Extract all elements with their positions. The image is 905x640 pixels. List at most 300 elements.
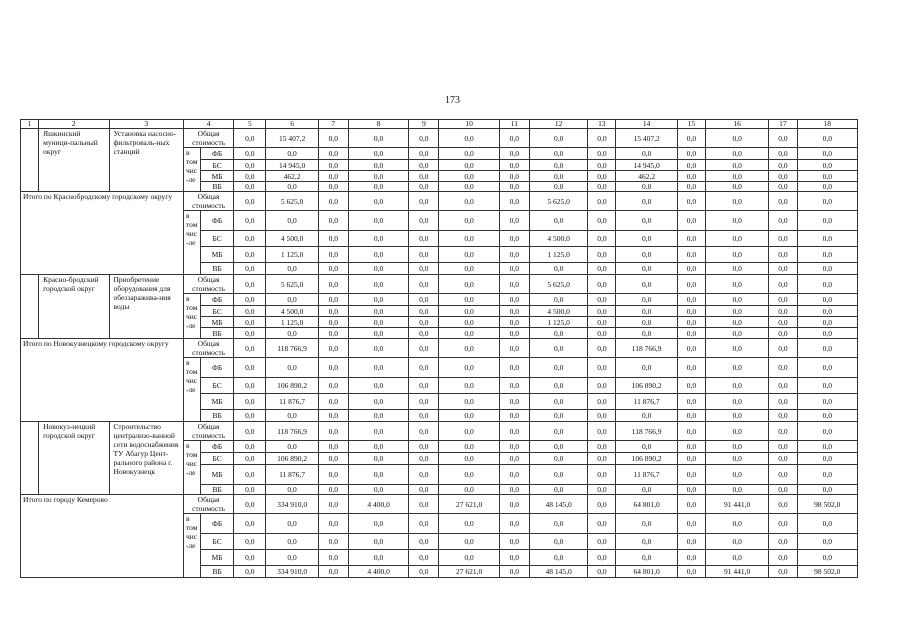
funding-value-cell: 0,0: [439, 485, 499, 495]
funding-value-cell: 0,0: [266, 410, 318, 422]
total-value-cell: 0,0: [588, 422, 616, 441]
funding-value-cell: 48 145,0: [529, 566, 587, 578]
funding-value-cell: 0,0: [318, 394, 348, 410]
funding-value-cell: 0,0: [234, 550, 266, 566]
total-value-cell: 0,0: [499, 339, 529, 358]
funding-value-cell: 0,0: [677, 453, 705, 465]
funding-value-cell: 0,0: [439, 306, 499, 317]
total-cost-label: Общая стоимость: [183, 339, 233, 358]
funding-value-cell: 0,0: [234, 171, 266, 182]
funding-value-cell: 0,0: [705, 410, 768, 422]
funding-value-cell: 0,0: [348, 328, 408, 339]
funding-value-cell: 0,0: [409, 263, 439, 275]
funding-value-cell: 0,0: [318, 534, 348, 550]
header-cell: 7: [318, 120, 348, 129]
row-empty-cell: [21, 275, 39, 339]
total-value-cell: 0,0: [234, 495, 266, 514]
funding-value-cell: 14 945,0: [616, 160, 677, 171]
header-cell: 9: [409, 120, 439, 129]
funding-value-cell: 0,0: [677, 317, 705, 328]
funding-value-cell: 0,0: [439, 514, 499, 534]
funding-value-cell: 0,0: [439, 453, 499, 465]
funding-value-cell: 0,0: [705, 394, 768, 410]
funding-source-label: ВБ: [201, 263, 234, 275]
funding-value-cell: 0,0: [499, 465, 529, 485]
funding-value-cell: 0,0: [797, 465, 858, 485]
funding-value-cell: 0,0: [705, 465, 768, 485]
funding-value-cell: 0,0: [769, 247, 797, 263]
funding-value-cell: 0,0: [409, 378, 439, 394]
funding-value-cell: 0,0: [588, 550, 616, 566]
funding-value-cell: 0,0: [616, 263, 677, 275]
section-total-row: [21, 129, 858, 148]
summary-title: Итого по Новокузнецкому городскому округу: [21, 339, 184, 422]
funding-value-cell: 0,0: [348, 465, 408, 485]
total-value-cell: 0,0: [677, 192, 705, 211]
funding-value-cell: 0,0: [499, 453, 529, 465]
total-value-cell: 0,0: [529, 422, 587, 441]
funding-value-cell: 0,0: [529, 534, 587, 550]
funding-value-cell: 0,0: [499, 566, 529, 578]
total-value-cell: 0,0: [318, 129, 348, 148]
total-value-cell: 5 625,0: [529, 192, 587, 211]
section-total-row: [21, 422, 858, 441]
funding-value-cell: 0,0: [705, 263, 768, 275]
funding-value-cell: 0,0: [616, 231, 677, 247]
funding-value-cell: 0,0: [318, 148, 348, 160]
total-value-cell: 0,0: [677, 339, 705, 358]
funding-value-cell: 0,0: [499, 211, 529, 231]
total-value-cell: 0,0: [409, 129, 439, 148]
funding-value-cell: 0,0: [318, 465, 348, 485]
funding-value-cell: 0,0: [266, 148, 318, 160]
funding-value-cell: 0,0: [499, 485, 529, 495]
total-value-cell: 0,0: [797, 129, 858, 148]
funding-value-cell: 0,0: [705, 306, 768, 317]
total-value-cell: 0,0: [439, 129, 499, 148]
header-cell: 16: [705, 120, 768, 129]
funding-source-label: МБ: [201, 550, 234, 566]
in-that-label: в том чис -ле: [183, 211, 200, 275]
funding-value-cell: 0,0: [529, 328, 587, 339]
total-value-cell: 0,0: [409, 192, 439, 211]
funding-value-cell: 0,0: [409, 410, 439, 422]
funding-value-cell: 0,0: [529, 394, 587, 410]
funding-value-cell: 0,0: [318, 514, 348, 534]
funding-value-cell: 0,0: [439, 294, 499, 306]
total-cost-label: Общая стоимость: [183, 422, 233, 441]
funding-value-cell: 0,0: [439, 410, 499, 422]
funding-value-cell: 0,0: [769, 160, 797, 171]
funding-value-cell: 0,0: [769, 211, 797, 231]
municipality-name: Красно-бродский городской округ: [39, 275, 109, 339]
funding-value-cell: 91 441,0: [705, 566, 768, 578]
header-cell: 17: [769, 120, 797, 129]
funding-value-cell: 0,0: [439, 378, 499, 394]
funding-value-cell: 106 890,2: [266, 453, 318, 465]
funding-value-cell: 0,0: [348, 317, 408, 328]
funding-value-cell: 0,0: [409, 441, 439, 453]
total-value-cell: 27 621,0: [439, 495, 499, 514]
funding-value-cell: 0,0: [234, 441, 266, 453]
in-that-label: в том чис -ле: [183, 294, 200, 339]
funding-value-cell: 0,0: [705, 534, 768, 550]
funding-value-cell: 106 890,2: [266, 378, 318, 394]
funding-value-cell: 0,0: [797, 182, 858, 192]
funding-value-cell: 0,0: [797, 378, 858, 394]
total-value-cell: 0,0: [348, 339, 408, 358]
funding-value-cell: 0,0: [234, 247, 266, 263]
funding-value-cell: 0,0: [529, 263, 587, 275]
funding-value-cell: 0,0: [234, 211, 266, 231]
funding-value-cell: 0,0: [797, 306, 858, 317]
funding-value-cell: 0,0: [705, 317, 768, 328]
funding-value-cell: 11 876,7: [266, 394, 318, 410]
funding-value-cell: 0,0: [769, 148, 797, 160]
funding-source-label: БС: [201, 534, 234, 550]
budget-table: [20, 119, 858, 578]
funding-value-cell: 1 125,0: [266, 317, 318, 328]
funding-value-cell: 0,0: [705, 485, 768, 495]
total-value-cell: 0,0: [616, 192, 677, 211]
funding-value-cell: 0,0: [234, 453, 266, 465]
funding-value-cell: 0,0: [266, 328, 318, 339]
header-cell: 2: [39, 120, 109, 129]
funding-value-cell: 0,0: [348, 294, 408, 306]
total-value-cell: 64 801,0: [616, 495, 677, 514]
total-value-cell: 0,0: [769, 495, 797, 514]
funding-value-cell: 0,0: [769, 514, 797, 534]
funding-value-cell: 0,0: [318, 160, 348, 171]
funding-value-cell: 0,0: [234, 182, 266, 192]
total-value-cell: 0,0: [234, 339, 266, 358]
funding-value-cell: 4 500,0: [266, 231, 318, 247]
funding-value-cell: 0,0: [348, 441, 408, 453]
funding-value-cell: 0,0: [409, 148, 439, 160]
total-value-cell: 0,0: [677, 275, 705, 294]
funding-value-cell: 0,0: [769, 410, 797, 422]
funding-value-cell: 0,0: [499, 294, 529, 306]
total-value-cell: 0,0: [439, 275, 499, 294]
funding-value-cell: 0,0: [348, 211, 408, 231]
funding-source-label: БС: [201, 306, 234, 317]
funding-value-cell: 0,0: [499, 148, 529, 160]
funding-value-cell: 0,0: [234, 514, 266, 534]
funding-value-cell: 0,0: [797, 453, 858, 465]
funding-source-label: МБ: [201, 247, 234, 263]
funding-value-cell: 0,0: [529, 465, 587, 485]
funding-value-cell: 0,0: [705, 514, 768, 534]
funding-value-cell: 0,0: [234, 263, 266, 275]
funding-value-cell: 0,0: [318, 566, 348, 578]
funding-value-cell: 0,0: [677, 231, 705, 247]
funding-value-cell: 0,0: [499, 317, 529, 328]
funding-value-cell: 0,0: [797, 294, 858, 306]
funding-value-cell: 0,0: [797, 148, 858, 160]
funding-value-cell: 0,0: [348, 394, 408, 410]
funding-source-label: ВБ: [201, 182, 234, 192]
funding-value-cell: 0,0: [705, 171, 768, 182]
funding-value-cell: 0,0: [677, 441, 705, 453]
funding-value-cell: 0,0: [588, 358, 616, 378]
header-cell: 1: [21, 120, 39, 129]
funding-value-cell: 0,0: [499, 378, 529, 394]
funding-value-cell: 0,0: [588, 231, 616, 247]
funding-value-cell: 0,0: [797, 410, 858, 422]
funding-value-cell: 0,0: [439, 182, 499, 192]
total-value-cell: 0,0: [797, 192, 858, 211]
funding-value-cell: 0,0: [616, 410, 677, 422]
total-value-cell: 0,0: [797, 422, 858, 441]
funding-value-cell: 0,0: [705, 453, 768, 465]
header-cell: 12: [529, 120, 587, 129]
funding-value-cell: 0,0: [409, 566, 439, 578]
funding-value-cell: 0,0: [348, 378, 408, 394]
funding-value-cell: 0,0: [588, 211, 616, 231]
funding-value-cell: 0,0: [677, 148, 705, 160]
funding-value-cell: 0,0: [529, 211, 587, 231]
total-value-cell: 0,0: [769, 339, 797, 358]
funding-value-cell: 0,0: [348, 550, 408, 566]
funding-value-cell: 0,0: [439, 263, 499, 275]
funding-value-cell: 0,0: [769, 263, 797, 275]
funding-value-cell: 0,0: [529, 441, 587, 453]
funding-value-cell: 0,0: [266, 550, 318, 566]
funding-value-cell: 462,2: [616, 171, 677, 182]
funding-value-cell: 0,0: [797, 231, 858, 247]
funding-value-cell: 0,0: [705, 160, 768, 171]
funding-value-cell: 0,0: [588, 394, 616, 410]
total-value-cell: 0,0: [409, 422, 439, 441]
project-name: Приобретение оборудования для обеззаражива-ния воды: [109, 275, 183, 339]
funding-source-label: ВБ: [201, 485, 234, 495]
funding-value-cell: 0,0: [499, 394, 529, 410]
funding-value-cell: 0,0: [588, 378, 616, 394]
summary-title: Итого по городу Кемерово: [21, 495, 184, 578]
funding-value-cell: 0,0: [769, 358, 797, 378]
total-value-cell: 0,0: [677, 129, 705, 148]
funding-value-cell: 0,0: [439, 328, 499, 339]
section-total-row: [21, 275, 858, 294]
funding-source-label: БС: [201, 378, 234, 394]
funding-value-cell: 0,0: [797, 160, 858, 171]
total-value-cell: 0,0: [439, 339, 499, 358]
funding-value-cell: 0,0: [409, 182, 439, 192]
funding-value-cell: 0,0: [797, 485, 858, 495]
funding-source-label: БС: [201, 231, 234, 247]
funding-value-cell: 0,0: [409, 306, 439, 317]
funding-value-cell: 0,0: [348, 485, 408, 495]
in-that-label: в том чис -ле: [183, 441, 200, 495]
header-cell: 6: [266, 120, 318, 129]
total-value-cell: 0,0: [234, 192, 266, 211]
funding-value-cell: 0,0: [769, 441, 797, 453]
funding-value-cell: 0,0: [318, 263, 348, 275]
funding-value-cell: 0,0: [234, 465, 266, 485]
funding-value-cell: 0,0: [677, 328, 705, 339]
funding-value-cell: 462,2: [266, 171, 318, 182]
funding-value-cell: 0,0: [439, 550, 499, 566]
funding-value-cell: 0,0: [588, 328, 616, 339]
total-value-cell: 0,0: [677, 495, 705, 514]
funding-source-label: МБ: [201, 394, 234, 410]
funding-value-cell: 0,0: [348, 358, 408, 378]
total-value-cell: 0,0: [348, 275, 408, 294]
funding-value-cell: 0,0: [439, 247, 499, 263]
funding-value-cell: 0,0: [318, 378, 348, 394]
header-cell: 3: [109, 120, 183, 129]
funding-value-cell: 0,0: [499, 247, 529, 263]
total-value-cell: 0,0: [499, 192, 529, 211]
total-value-cell: 0,0: [705, 339, 768, 358]
row-empty-cell: [21, 422, 39, 495]
funding-value-cell: 0,0: [266, 485, 318, 495]
funding-value-cell: 0,0: [797, 394, 858, 410]
funding-value-cell: 0,0: [318, 182, 348, 192]
funding-value-cell: 0,0: [588, 410, 616, 422]
funding-value-cell: 0,0: [409, 465, 439, 485]
funding-value-cell: 0,0: [797, 441, 858, 453]
funding-value-cell: 0,0: [705, 378, 768, 394]
funding-value-cell: 0,0: [499, 160, 529, 171]
funding-value-cell: 0,0: [409, 358, 439, 378]
total-value-cell: 0,0: [348, 129, 408, 148]
funding-value-cell: 0,0: [529, 485, 587, 495]
funding-value-cell: 0,0: [797, 171, 858, 182]
funding-value-cell: 0,0: [318, 306, 348, 317]
funding-source-label: ФБ: [201, 294, 234, 306]
funding-value-cell: 0,0: [499, 231, 529, 247]
funding-source-label: ФБ: [201, 441, 234, 453]
funding-value-cell: 0,0: [769, 294, 797, 306]
funding-value-cell: 0,0: [529, 160, 587, 171]
funding-value-cell: 0,0: [266, 441, 318, 453]
funding-value-cell: 0,0: [616, 358, 677, 378]
funding-source-label: ВБ: [201, 566, 234, 578]
funding-value-cell: 0,0: [529, 182, 587, 192]
total-value-cell: 0,0: [769, 129, 797, 148]
funding-value-cell: 0,0: [529, 294, 587, 306]
funding-value-cell: 0,0: [499, 171, 529, 182]
funding-value-cell: 0,0: [616, 211, 677, 231]
funding-value-cell: 0,0: [529, 171, 587, 182]
funding-value-cell: 11 876,7: [266, 465, 318, 485]
funding-value-cell: 0,0: [439, 171, 499, 182]
total-value-cell: 0,0: [409, 495, 439, 514]
funding-value-cell: 0,0: [318, 247, 348, 263]
total-value-cell: 0,0: [318, 275, 348, 294]
funding-value-cell: 106 890,2: [616, 453, 677, 465]
funding-value-cell: 0,0: [616, 514, 677, 534]
funding-value-cell: 0,0: [348, 453, 408, 465]
funding-value-cell: 0,0: [266, 534, 318, 550]
total-value-cell: 0,0: [588, 495, 616, 514]
funding-value-cell: 0,0: [677, 566, 705, 578]
total-value-cell: 0,0: [705, 129, 768, 148]
total-value-cell: 334 910,0: [266, 495, 318, 514]
funding-value-cell: 0,0: [409, 485, 439, 495]
total-value-cell: 0,0: [529, 339, 587, 358]
funding-value-cell: 0,0: [234, 328, 266, 339]
funding-value-cell: 0,0: [529, 410, 587, 422]
total-value-cell: 4 400,0: [348, 495, 408, 514]
funding-value-cell: 0,0: [409, 211, 439, 231]
municipality-name: Яшкинский муници-пальный округ: [39, 129, 109, 192]
funding-value-cell: 0,0: [677, 182, 705, 192]
funding-value-cell: 0,0: [705, 358, 768, 378]
funding-value-cell: 0,0: [439, 358, 499, 378]
funding-value-cell: 0,0: [769, 453, 797, 465]
funding-value-cell: 0,0: [499, 441, 529, 453]
funding-value-cell: 0,0: [588, 247, 616, 263]
funding-value-cell: 0,0: [234, 534, 266, 550]
funding-value-cell: 0,0: [797, 317, 858, 328]
funding-value-cell: 0,0: [588, 317, 616, 328]
funding-value-cell: 0,0: [266, 358, 318, 378]
funding-value-cell: 0,0: [616, 148, 677, 160]
total-value-cell: 0,0: [348, 422, 408, 441]
total-value-cell: 0,0: [529, 129, 587, 148]
funding-value-cell: 0,0: [318, 328, 348, 339]
funding-value-cell: 0,0: [588, 453, 616, 465]
section-total-row: [21, 339, 858, 358]
funding-value-cell: 0,0: [499, 263, 529, 275]
funding-value-cell: 0,0: [266, 182, 318, 192]
funding-value-cell: 0,0: [588, 534, 616, 550]
funding-value-cell: 106 890,2: [616, 378, 677, 394]
funding-value-cell: 0,0: [439, 394, 499, 410]
summary-title: Итого по Краснобродскому городскому округу: [21, 192, 184, 275]
funding-value-cell: 0,0: [348, 171, 408, 182]
funding-value-cell: 0,0: [797, 263, 858, 275]
funding-value-cell: 0,0: [705, 294, 768, 306]
project-name: Строительство централизо-ванной сети водоснабжения ТУ Абагур Цент-рального района г. Новокузнецк: [109, 422, 183, 495]
funding-value-cell: 0,0: [529, 550, 587, 566]
funding-value-cell: 0,0: [588, 441, 616, 453]
funding-value-cell: 0,0: [266, 294, 318, 306]
funding-value-cell: 0,0: [797, 550, 858, 566]
funding-value-cell: 0,0: [234, 317, 266, 328]
funding-value-cell: 0,0: [677, 465, 705, 485]
total-value-cell: 5 625,0: [266, 275, 318, 294]
funding-value-cell: 0,0: [499, 358, 529, 378]
funding-value-cell: 0,0: [348, 534, 408, 550]
funding-value-cell: 11 876,7: [616, 465, 677, 485]
in-that-label: в том чис -ле: [183, 358, 200, 422]
funding-value-cell: 27 621,0: [439, 566, 499, 578]
funding-value-cell: 0,0: [588, 171, 616, 182]
funding-value-cell: 0,0: [439, 534, 499, 550]
row-empty-cell: [21, 129, 39, 192]
funding-value-cell: 0,0: [318, 410, 348, 422]
total-value-cell: 0,0: [797, 339, 858, 358]
funding-value-cell: 0,0: [677, 394, 705, 410]
funding-value-cell: 0,0: [318, 441, 348, 453]
funding-value-cell: 0,0: [234, 378, 266, 394]
total-value-cell: 0,0: [499, 275, 529, 294]
municipality-name: Новокуз-нецкий городской округ: [39, 422, 109, 495]
funding-value-cell: 0,0: [769, 534, 797, 550]
funding-value-cell: 0,0: [588, 306, 616, 317]
funding-source-label: БС: [201, 160, 234, 171]
funding-source-label: ФБ: [201, 211, 234, 231]
page-number: 173: [445, 95, 460, 106]
funding-value-cell: 0,0: [409, 231, 439, 247]
funding-value-cell: 0,0: [439, 317, 499, 328]
funding-value-cell: 0,0: [234, 148, 266, 160]
funding-value-cell: 0,0: [677, 485, 705, 495]
funding-value-cell: 0,0: [616, 441, 677, 453]
